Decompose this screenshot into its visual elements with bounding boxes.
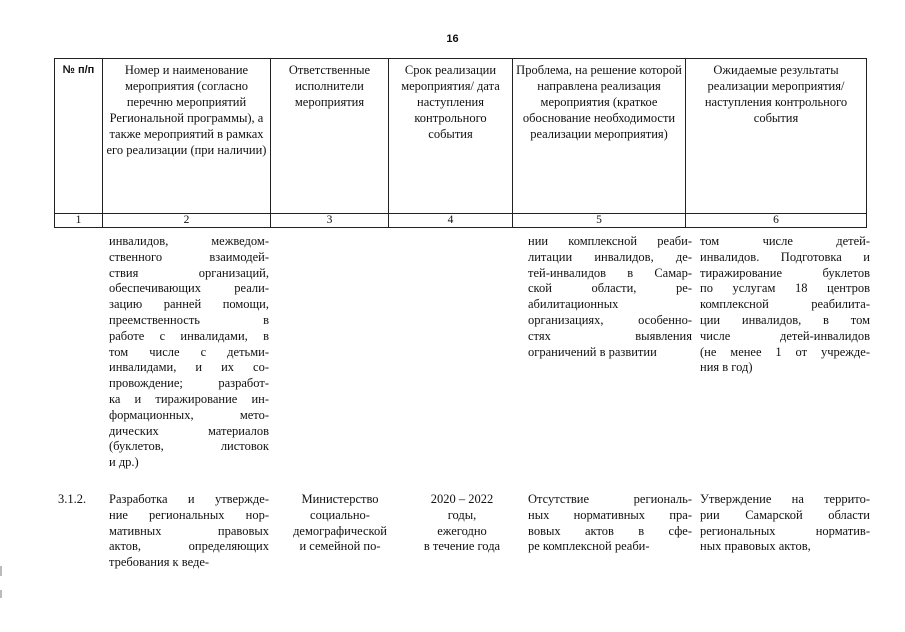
text-line: 2020 – 2022 (430, 492, 494, 506)
text-line: числе детей-инвалидов (700, 328, 870, 343)
text-line: ных нормативных пра- (528, 507, 692, 522)
text-line: стях выявления (528, 328, 692, 343)
column-header-term: Срок реализации мероприятия/ дата наступления контрольного события (389, 59, 513, 214)
scan-margin-mark (0, 566, 2, 576)
text-line: обеспечивающих реали- (109, 281, 269, 296)
table-row (54, 234, 870, 492)
row-number: 3.1.2. (58, 492, 87, 506)
header-row (55, 59, 867, 214)
text-line: ежегодно (437, 523, 487, 538)
text-line: ние региональных нор- (109, 507, 269, 522)
text-line: по услугам 18 центров (700, 281, 870, 296)
table-header (54, 58, 867, 228)
text-line: ка и тиражирование ин- (109, 391, 269, 406)
text-line: организациях, особенно- (528, 312, 692, 327)
column-number-row (55, 214, 867, 228)
scan-margin-mark (0, 590, 2, 598)
text-line: вовых актов в сфе- (528, 523, 692, 538)
text-line: инвалидов. Подготовка и (700, 249, 870, 264)
text-line: работе с инвалидами, в (109, 328, 269, 343)
text-line: формационных, мето- (109, 407, 269, 422)
text-line: актов, определяющих (109, 539, 269, 554)
column-number: 1 (55, 214, 103, 228)
text-line: преемственность в (109, 312, 269, 327)
text-line: том числе с детьми- (109, 344, 269, 359)
text-line: социально- (310, 507, 370, 522)
table-body (54, 234, 870, 582)
text-line: ных правовых актов, (700, 539, 811, 554)
text-line: (не менее 1 от учрежде- (700, 344, 870, 359)
text-line: тей-инвалидов в Самар- (528, 265, 692, 280)
column-number: 4 (389, 214, 513, 228)
text-line: Министерство (301, 492, 379, 506)
text-line: ции инвалидов, в том (700, 312, 870, 327)
problem-cell (528, 492, 692, 555)
text-line: провождение; разработ- (109, 376, 269, 391)
expected-results-cell (700, 492, 870, 555)
text-line: (буклетов, листовок (109, 439, 269, 454)
column-header-event-name: Номер и наименование мероприятия (согласно перечню мероприятий Региональной программы), а также мероприятий в рамках его реализации (при наличии) (103, 59, 271, 214)
column-number: 5 (513, 214, 686, 228)
text-line: ской области, ре- (528, 281, 692, 296)
text-line: и семейной по- (299, 539, 381, 554)
column-header-expected-results: Ожидаемые результаты реализации мероприятия/ наступления контрольного события (686, 59, 867, 214)
text-line: абилитационных (528, 297, 619, 312)
text-line: демографической (293, 523, 387, 538)
text-line: требования к веде- (109, 555, 210, 570)
text-line: тиражирование буклетов (700, 265, 870, 280)
text-line: рии Самарской области (700, 507, 870, 522)
problem-cell (528, 234, 692, 360)
column-header-problem: Проблема, на решение которой направлена реализация мероприятия (краткое обоснование необходимости реализации мероприятия) (513, 59, 686, 214)
text-line: Разработка и утвержде- (109, 492, 269, 506)
text-line: ния в год) (700, 360, 753, 375)
text-line: комплексной реабилита- (700, 297, 870, 312)
term-cell (403, 492, 521, 555)
text-line: нии комплексной реаби- (528, 234, 692, 248)
text-line: годы, (447, 507, 477, 522)
text-line: инвалидами, и их со- (109, 360, 269, 375)
column-header-executors: Ответственные исполнители мероприятия (271, 59, 389, 214)
text-line: ограничений в развитии (528, 344, 657, 359)
column-number: 3 (271, 214, 389, 228)
event-name-cell (109, 492, 269, 571)
text-line: дических материалов (109, 423, 269, 438)
text-line: мативных правовых (109, 523, 269, 538)
event-name-cell (109, 234, 269, 471)
column-number: 2 (103, 214, 271, 228)
text-line: Отсутствие региональ- (528, 492, 692, 506)
text-line: литации инвалидов, де- (528, 249, 692, 264)
text-line: ственного взаимодей- (109, 249, 269, 264)
column-number: 6 (686, 214, 867, 228)
text-line: том числе детей- (700, 234, 870, 248)
text-line: и др.) (109, 455, 139, 470)
column-header-number: № п/п (55, 59, 103, 214)
text-line: инвалидов, межведом- (109, 234, 269, 248)
text-line: в течение года (423, 539, 501, 554)
text-line: ствия организаций, (109, 265, 269, 280)
table-row (54, 492, 870, 582)
text-line: Утверждение на террито- (700, 492, 870, 506)
text-line: региональных норматив- (700, 523, 870, 538)
text-line: ре комплексной реаби- (528, 539, 650, 554)
expected-results-cell (700, 234, 870, 376)
page-number: 16 (446, 33, 459, 45)
text-line: зацию ранней помощи, (109, 297, 269, 312)
executors-cell (286, 492, 394, 555)
